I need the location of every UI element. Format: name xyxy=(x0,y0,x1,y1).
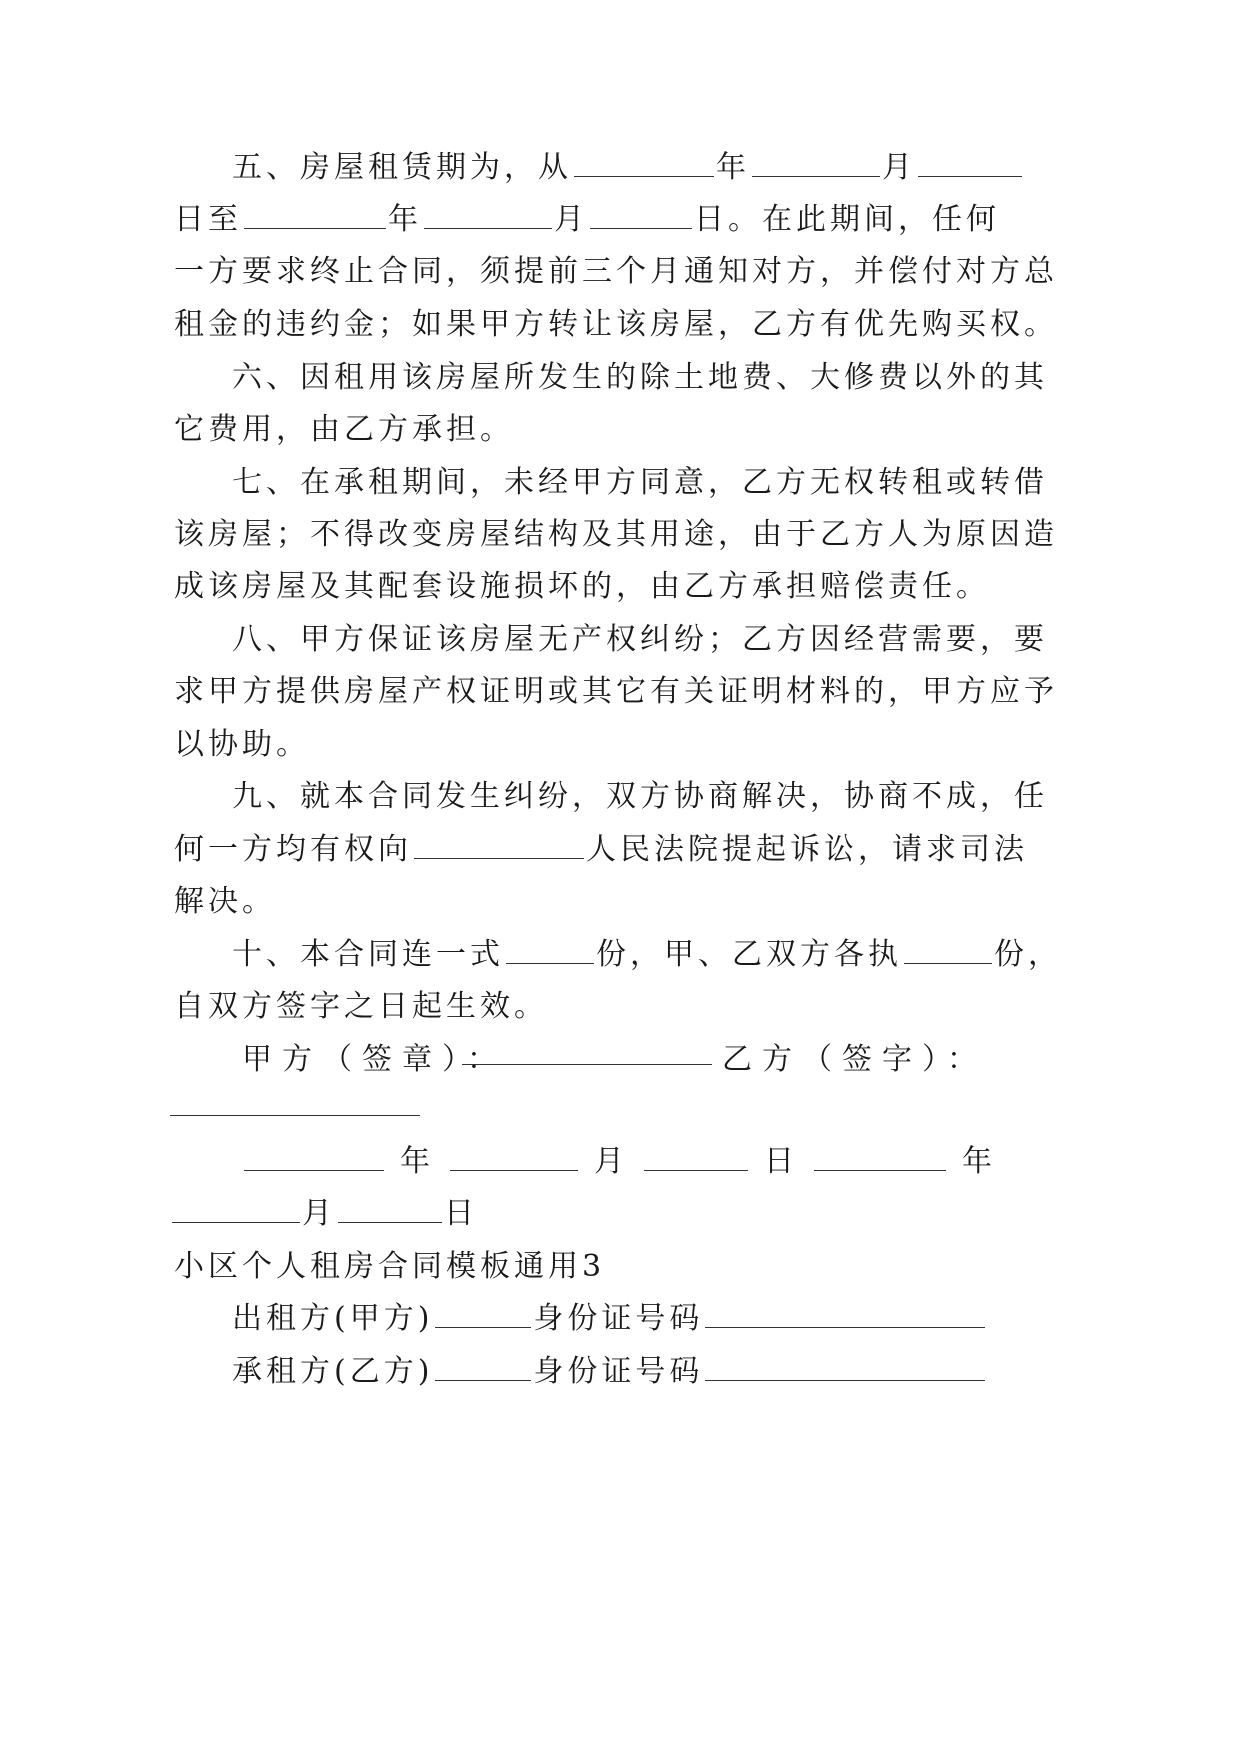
blank-end-year xyxy=(244,202,386,229)
sec9-lead: 何一方均有权向 xyxy=(174,832,412,867)
sec8-line3: 以协助。 xyxy=(174,727,310,762)
sec8-line1: 八、甲方保证该房屋无产权纠纷；乙方因经营需要，要 xyxy=(232,622,1048,657)
sign-date-line1 xyxy=(242,1142,996,1182)
blank-a-year xyxy=(244,1144,384,1171)
year-label: 年 xyxy=(962,1144,996,1179)
lessor-label: 出租方(甲方) xyxy=(232,1301,434,1336)
sec9-line1: 九、就本合同发生纠纷，双方协商解决，协商不成，任 xyxy=(232,779,1048,814)
party-b-sign-label: 乙方（签字）： xyxy=(722,1042,987,1077)
blank-lessor-id xyxy=(705,1301,985,1328)
sec8-line2: 求甲方提供房屋产权证明或其它有关证明材料的，甲方应予 xyxy=(174,674,1058,709)
party-a-sign-line xyxy=(462,1064,712,1065)
sign-date-line2 xyxy=(170,1194,478,1234)
party-b-sign-line xyxy=(170,1115,420,1116)
sec5-line3: 一方要求终止合同，须提前三个月通知对方，并偿付对方总 xyxy=(174,254,1058,289)
sec5-line4: 租金的违约金；如果甲方转让该房屋，乙方有优先购买权。 xyxy=(174,307,1058,342)
sec5-line2 xyxy=(174,200,1000,240)
sec10-line2: 自双方签字之日起生效。 xyxy=(174,989,548,1024)
day-end-label: 日。在此期间，任何 xyxy=(694,202,1000,237)
sec6-line1: 六、因租用该房屋所发生的除土地费、大修费以外的其 xyxy=(232,360,1048,395)
blank-lessee-id xyxy=(705,1354,985,1381)
section-heading: 小区个人租房合同模板通用3 xyxy=(174,1249,606,1284)
blank-b-year xyxy=(814,1144,946,1171)
sec7-line3: 成该房屋及其配套设施损坏的，由乙方承担赔偿责任。 xyxy=(174,569,990,604)
lessor-line xyxy=(232,1299,987,1339)
lessee-id-label: 身份证号码 xyxy=(533,1354,704,1389)
blank-end-day xyxy=(590,202,692,229)
day-to-label: 日至 xyxy=(174,202,242,237)
sec9-tail: 人民法院提起诉讼，请求司法 xyxy=(586,832,1028,867)
month-label: 月 xyxy=(302,1196,336,1231)
lessee-line xyxy=(232,1352,987,1392)
blank-copies-each xyxy=(904,937,992,964)
blank-b-month xyxy=(172,1196,300,1223)
sec10-line1 xyxy=(232,935,1062,975)
year-label: 年 xyxy=(388,202,422,237)
sec5-lead: 五、房屋租赁期为，从 xyxy=(232,150,572,185)
lessor-id-label: 身份证号码 xyxy=(533,1301,704,1336)
blank-a-day xyxy=(644,1144,748,1171)
blank-end-month xyxy=(424,202,552,229)
month-label: 月 xyxy=(554,202,588,237)
sec10-mid: 份，甲、乙双方各执 xyxy=(596,937,902,972)
sec10-lead: 十、本合同连一式 xyxy=(232,937,504,972)
sec7-line2: 该房屋；不得改变房屋结构及其用途，由于乙方人为原因造 xyxy=(174,517,1058,552)
day-label: 日 xyxy=(764,1144,798,1179)
party-a-sign-label: 甲方（签章）： xyxy=(242,1042,507,1077)
year-label: 年 xyxy=(400,1144,434,1179)
sec7-line1: 七、在承租期间，未经甲方同意，乙方无权转租或转借 xyxy=(232,465,1048,500)
blank-start-day xyxy=(918,150,1022,177)
blank-a-month xyxy=(450,1144,578,1171)
blank-copies-total xyxy=(506,937,594,964)
day-label: 日 xyxy=(444,1196,478,1231)
sec10-tail: 份， xyxy=(994,937,1062,972)
month-label: 月 xyxy=(882,150,916,185)
lessee-label: 承租方(乙方) xyxy=(232,1354,434,1389)
month-label: 月 xyxy=(594,1144,628,1179)
sec5-line1 xyxy=(232,148,1024,188)
blank-lessor-name xyxy=(435,1301,531,1328)
blank-b-day xyxy=(338,1196,442,1223)
year-label: 年 xyxy=(716,150,750,185)
sec6-line2: 它费用，由乙方承担。 xyxy=(174,412,514,447)
blank-court xyxy=(414,832,584,859)
blank-lessee-name xyxy=(435,1354,531,1381)
sec9-line2 xyxy=(174,830,1028,870)
sec9-line3: 解决。 xyxy=(174,884,276,919)
blank-start-year xyxy=(574,150,714,177)
blank-start-month xyxy=(752,150,880,177)
